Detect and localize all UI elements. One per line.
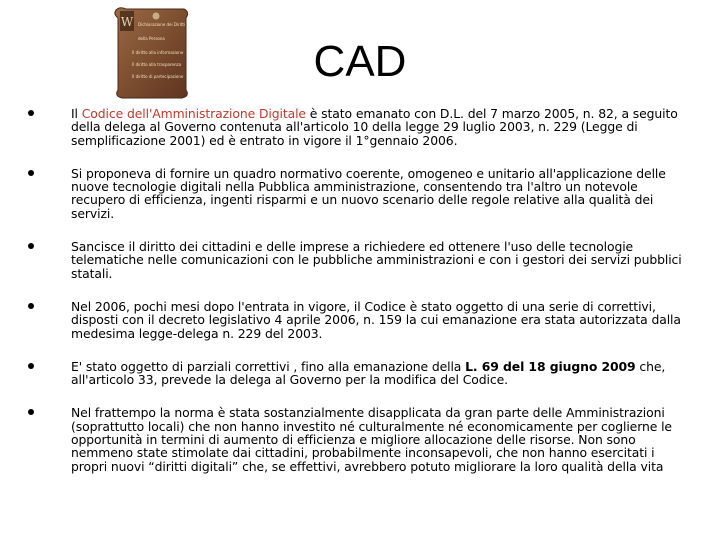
bullet-dot-icon [28,303,34,309]
bullet-text: Nel frattempo la norma è stata sostanzialmente disapplicata da gran parte delle Amministrazioni (soprattutto locali) che non hanno investito né culturalmente né economicamente per coglierne le opportunità in termini di aumento di efficienza e migliore allocazione delle risorse. Non sono nemmeno state stimolate dai cittadini, probabilmente inconsapevoli, che non hanno esercitati i propri nuovi “diritti digitali” che, se effettivi, avrebbero potuto migliorare la loro qualità della vita [71,405,672,474]
bullet-item [28,167,688,220]
bullet-dot-icon [28,170,34,176]
bullet-text: Nel 2006, pochi mesi dopo l'entrata in vigore, il Codice è stato oggetto di una serie di correttivi, disposti con il decreto legislativo 4 aprile 2006, n. 159 la cui emanazione era stata autorizzata dalla medesima legge-delega n. 229 del 2003. [71,298,681,341]
bullet-text: Si proponeva di fornire un quadro normativo coerente, omogeneo e unitario all'applicazione delle nuove tecnologie digitali nella Pubblica amministrazione, consentendo tra l'altro un notevole recupero di efficienza, ingenti risparmi e un nuovo scenario delle regole relative alla qualità dei servizi. [71,165,666,221]
bullet-item [28,240,688,280]
scroll-line-4: Il diritto alla trasparenza [132,62,182,67]
bullet-text: Sancisce il diritto dei cittadini e delle imprese a richiedere ed ottenere l'uso delle tecnologie telematiche nelle comunicazioni con le pubbliche amministrazioni e con i gestori dei servizi pubblici statali. [71,239,682,281]
scroll-line-2: della Persona [138,36,165,41]
bullet-list [28,107,688,473]
bullet-text: E' stato oggetto di parziali correttivi , fino alla emanazione della L. 69 del 18 giugno 2009 che, all'articolo 33, prevede la delega al Governo per la modifica del Codice. [71,358,666,388]
bullet-item [28,360,688,387]
bold-law-reference: L. 69 del 18 giugno 2009 [465,358,636,374]
svg-text:W: W [120,15,134,29]
bullet-dot-icon [28,243,34,249]
scroll-line-3: Il diritto alla informazione [132,50,184,55]
bullet-dot-icon [28,409,34,415]
slide-title: CAD [313,37,407,86]
bullet-item [28,107,688,147]
bullet-dot-icon [28,363,34,369]
parchment-scroll-image [110,6,192,100]
highlight-term: Codice dell'Amministrazione Digitale [81,106,306,121]
bullet-item [28,300,688,340]
bullet-dot-icon [28,110,34,116]
bullet-item [28,406,688,472]
scroll-line-1: Dichiarazione dei Diritti [138,22,186,27]
scroll-line-5: Il diritto di partecipazione [132,74,184,79]
bullet-text: Il Codice dell'Amministrazione Digitale è stato emanato con D.L. del 7 marzo 2005, n. 82, a seguito della delega al Governo contenuta all'articolo 10 della legge 29 luglio 2003, n. 229 (Legge di semplificazione 2001) ed è entrato in vigore il 1°gennaio 2006. [71,106,678,148]
